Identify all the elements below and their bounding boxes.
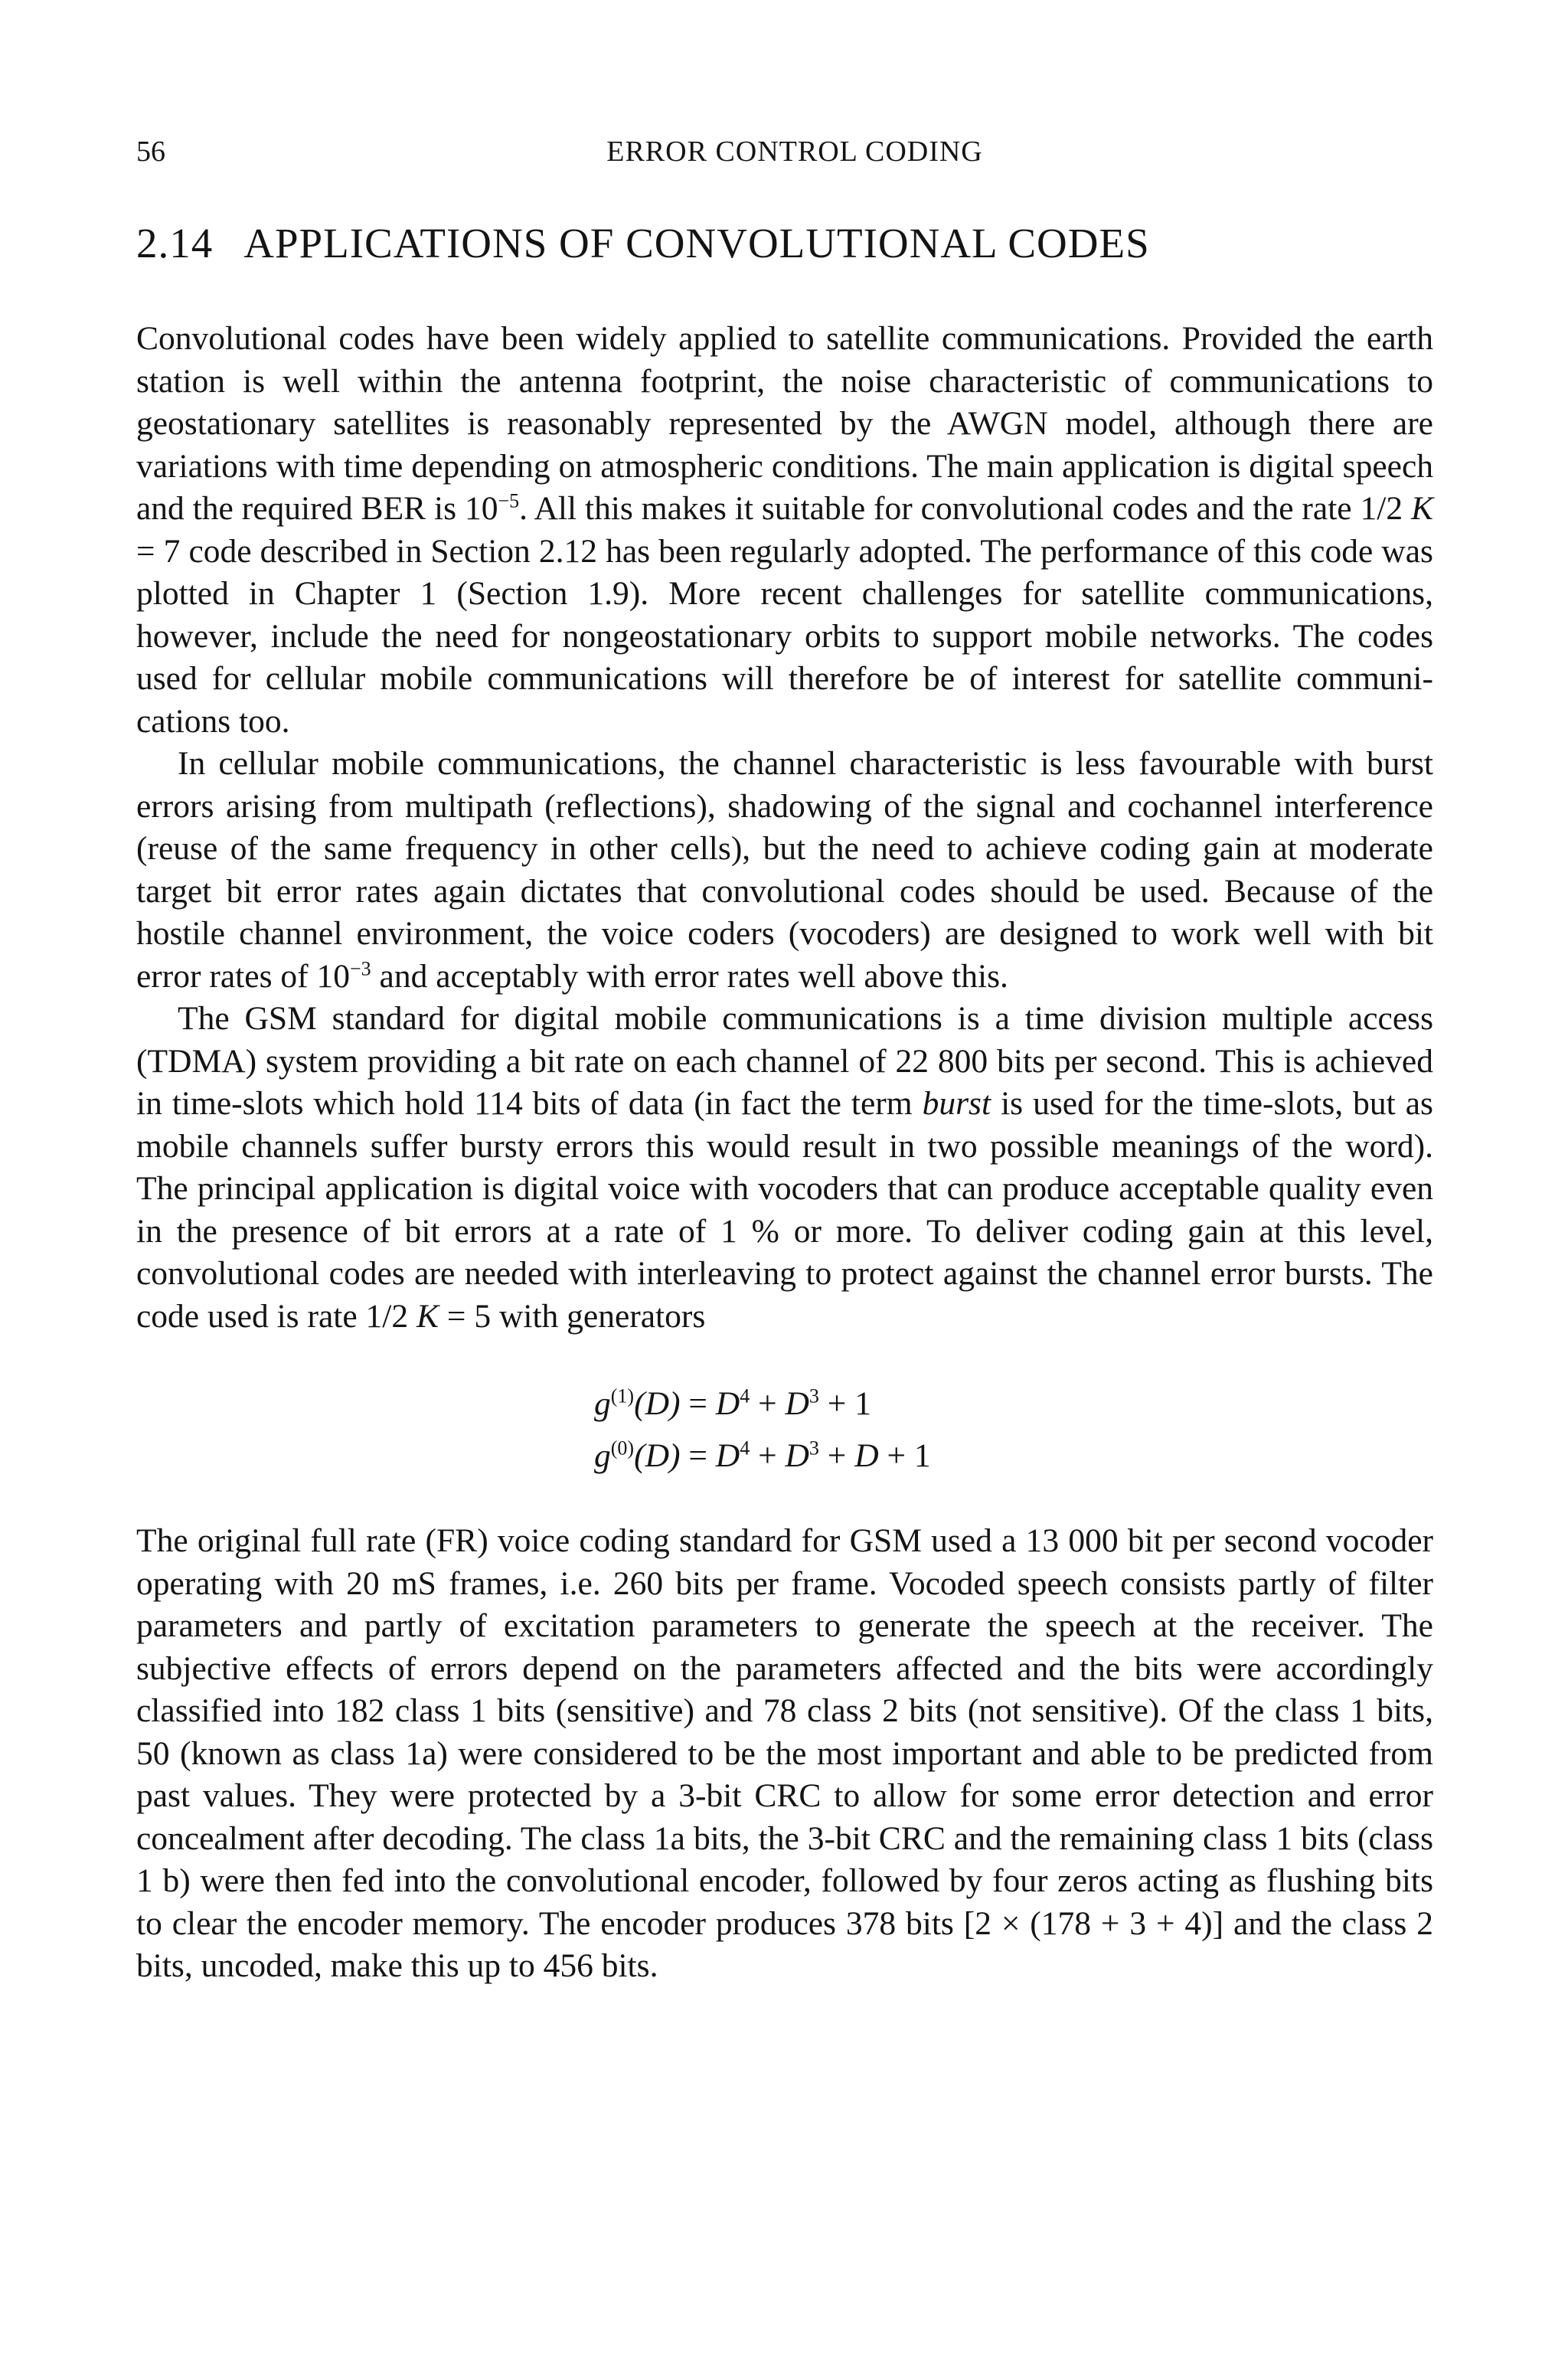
exponent: −5 <box>498 489 520 512</box>
math-variable: K <box>416 1297 439 1335</box>
text-run: In cellular mobile communications, the channel characteristic is less favourable with burst errors arising from multipath (reflections), shadowing of the signal and cochannel interference (reuse of the same frequency in other cells), but the need to achieve coding gain at moderate target bit error rates again dictates that convolutional codes should be used. Because of the hostile channel environment, the voice coders (vocoders) are designed to work well with bit error rates of 10 <box>136 745 1433 995</box>
equation-g1 <box>136 1378 1433 1430</box>
superscript: (0) <box>610 1437 635 1460</box>
text-run: = 7 code described in Section 2.12 has been regularly adopted. The performance of this code was plotted in Chapter 1 (Section 1.9). More recent challenges for satellite communications, however, include the need for nongeostationary orbits to support mobile networks. The codes used for cellular mobile communications will therefore be of interest for satellite communications too. <box>136 532 1433 740</box>
exponent: −3 <box>350 957 371 979</box>
emphasis: burst <box>922 1085 991 1122</box>
math-variable: D <box>854 1437 879 1474</box>
text-run: . All this makes it suitable for convolutional codes and the rate 1/2 <box>519 490 1411 527</box>
body-text <box>136 318 1433 1988</box>
math-variable: D <box>785 1385 809 1422</box>
text-run: The original full rate (FR) voice coding standard for GSM used a 13 000 bit per second vocoder operating with 20 mS frames, i.e. 260 bits per frame. Vocoded speech consists partly of filter parameters and partly of excitation parameters to generate the speech at the receiver. The subjective effects of errors depend on the parameters affected and the bits were accordingly classified into 182 class 1 bits (sensitive) and 78 class 2 bits (not sensitive). Of the class 1 bits, 50 (known as class 1a) were considered to be the most important and able to be predicted from past values. They were protected by a 3-bit CRC to allow for some error detection and error concealment after decoding. The class 1a bits, the 3-bit CRC and the remaining class 1 bits (class 1 b) were then fed into the convolutional encoder, followed by four zeros acting as flushing bits to clear the encoder memory. The encoder produces 378 bits [2 × (178 + 3 + 4)] and the class 2 bits, uncoded, make this up to 456 bits. <box>136 1522 1433 1984</box>
math-operator: + <box>750 1385 786 1422</box>
math-operator: = <box>680 1437 716 1474</box>
math-argument: (D) <box>634 1437 681 1474</box>
generator-equations <box>136 1378 1433 1482</box>
math-operator: + <box>818 1437 855 1474</box>
paragraph-full-rate <box>136 1520 1433 1988</box>
math-variable: K <box>1410 490 1433 527</box>
math-term: + 1 <box>878 1437 931 1474</box>
exponent: 4 <box>740 1384 750 1407</box>
exponent: 3 <box>808 1437 819 1460</box>
section-title: APPLICATIONS OF CONVOLUTIONAL CODES <box>243 220 1150 266</box>
running-title: ERROR CONTROL CODING <box>606 136 983 168</box>
math-variable: g <box>594 1385 611 1422</box>
section-heading <box>136 213 1453 274</box>
page-number: 56 <box>136 136 165 168</box>
text-run: Convolutional codes have been widely applied to satellite communications. Provided the earth station is well within the antenna footprint, the noise characteristic of communications to geostationary satellites is reasonably represented by the AWGN model, although there are variations with time depending on atmospheric conditions. The main application is digital speech and the required BER is 10 <box>136 320 1433 527</box>
text-run: is used for the time-slots, but as mobile channels suffer bursty errors this would result in two possible meanings of the word). The principal application is digital voice with vocoders that can produce acceptable quality even in the presence of bit errors at a rate of 1 % or more. To deliver coding gain at this level, convolutional codes are needed with interleaving to protect against the channel error bursts. The code used is rate 1/2 <box>136 1085 1433 1335</box>
math-term: + 1 <box>818 1385 871 1422</box>
paragraph-cellular <box>136 743 1433 998</box>
section-number: 2.14 <box>136 220 214 266</box>
exponent: 3 <box>808 1384 819 1407</box>
running-header <box>136 129 1453 175</box>
equation-g0 <box>136 1430 1433 1482</box>
math-operator: = <box>680 1385 716 1422</box>
math-variable: D <box>715 1385 740 1422</box>
paragraph-gsm <box>136 998 1433 1338</box>
math-variable: D <box>715 1437 740 1474</box>
paragraph-satellite <box>136 318 1433 743</box>
math-argument: (D) <box>634 1385 681 1422</box>
text-run: The GSM standard for digital mobile communications is a time division multiple access (TDMA) system providing a bit rate on each channel of 22 800 bits per second. This is achieved in time-slots which hold 114 bits of data (in fact the term <box>136 1000 1433 1122</box>
text-run: and acceptably with error rates well above this. <box>371 957 1008 995</box>
math-operator: + <box>750 1437 786 1474</box>
math-variable: D <box>785 1437 809 1474</box>
math-variable: g <box>594 1437 611 1474</box>
exponent: 4 <box>740 1437 750 1460</box>
text-run: = 5 with generators <box>439 1297 706 1335</box>
superscript: (1) <box>610 1384 635 1407</box>
